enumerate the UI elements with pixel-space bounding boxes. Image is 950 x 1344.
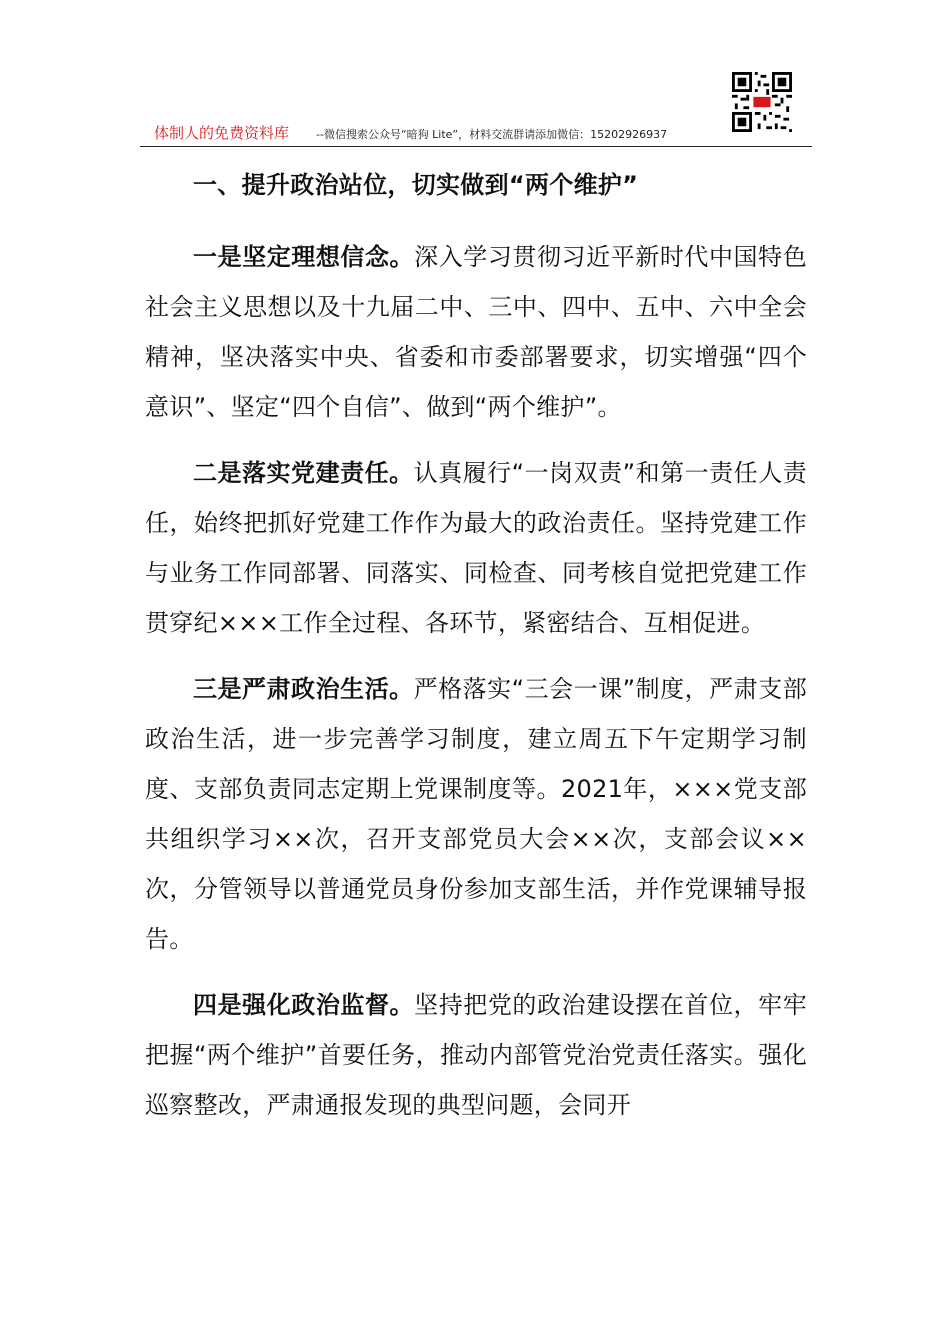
page-header — [140, 70, 812, 147]
paragraph-3-lead: 三是严肃政治生活。 — [193, 675, 414, 703]
paragraph-2 — [145, 448, 807, 648]
paragraph-3 — [145, 664, 807, 964]
paragraph-4-body: 坚持把党的政治建设摆在首位，牢牢把握“两个维护”首要任务，推动内部管党治党责任落实。强化巡察整改，严肃通报发现的典型问题，会同开 — [145, 991, 807, 1119]
paragraph-2-body: 认真履行“一岗双责”和第一责任人责任，始终把抓好党建工作作为最大的政治责任。坚持党建工作与业务工作同部署、同落实、同检查、同考核自觉把党建工作贯穿纪×××工作全过程、各环节，紧密结合、互相促进。 — [145, 459, 808, 637]
header-brand: 体制人的免费资料库 — [154, 124, 290, 142]
paragraph-1 — [145, 232, 807, 432]
paragraph-1-lead: 一是坚定理想信念。 — [193, 243, 415, 271]
paragraph-3-body: 严格落实“三会一课”制度，严肃支部政治生活，进一步完善学习制度，建立周五下午定期学习制度、支部负责同志定期上党课制度等。2021年，×××党支部共组织学习××次，召开支部党员大会××次，支部会议××次，分管领导以普通党员身份参加支部生活，并作党课辅导报告。 — [145, 675, 808, 953]
section-title: 一、提升政治站位，切实做到“两个维护” — [193, 171, 639, 199]
paragraph-4-lead: 四是强化政治监督。 — [193, 991, 415, 1019]
paragraph-1-body: 深入学习贯彻习近平新时代中国特色社会主义思想以及十九届二中、三中、四中、五中、六中全会精神，坚决落实中央、省委和市委部署要求，切实增强“四个意识”、坚定“四个自信”、做到“两个维护”。 — [145, 243, 807, 421]
header-note: --微信搜索公众号“暗狗 Lite”，材料交流群请添加微信：15202926937 — [316, 128, 668, 141]
qr-code-icon — [732, 72, 792, 132]
paragraph-4 — [145, 980, 807, 1130]
paragraph-2-lead: 二是落实党建责任。 — [193, 459, 414, 487]
document-body — [145, 148, 807, 1146]
